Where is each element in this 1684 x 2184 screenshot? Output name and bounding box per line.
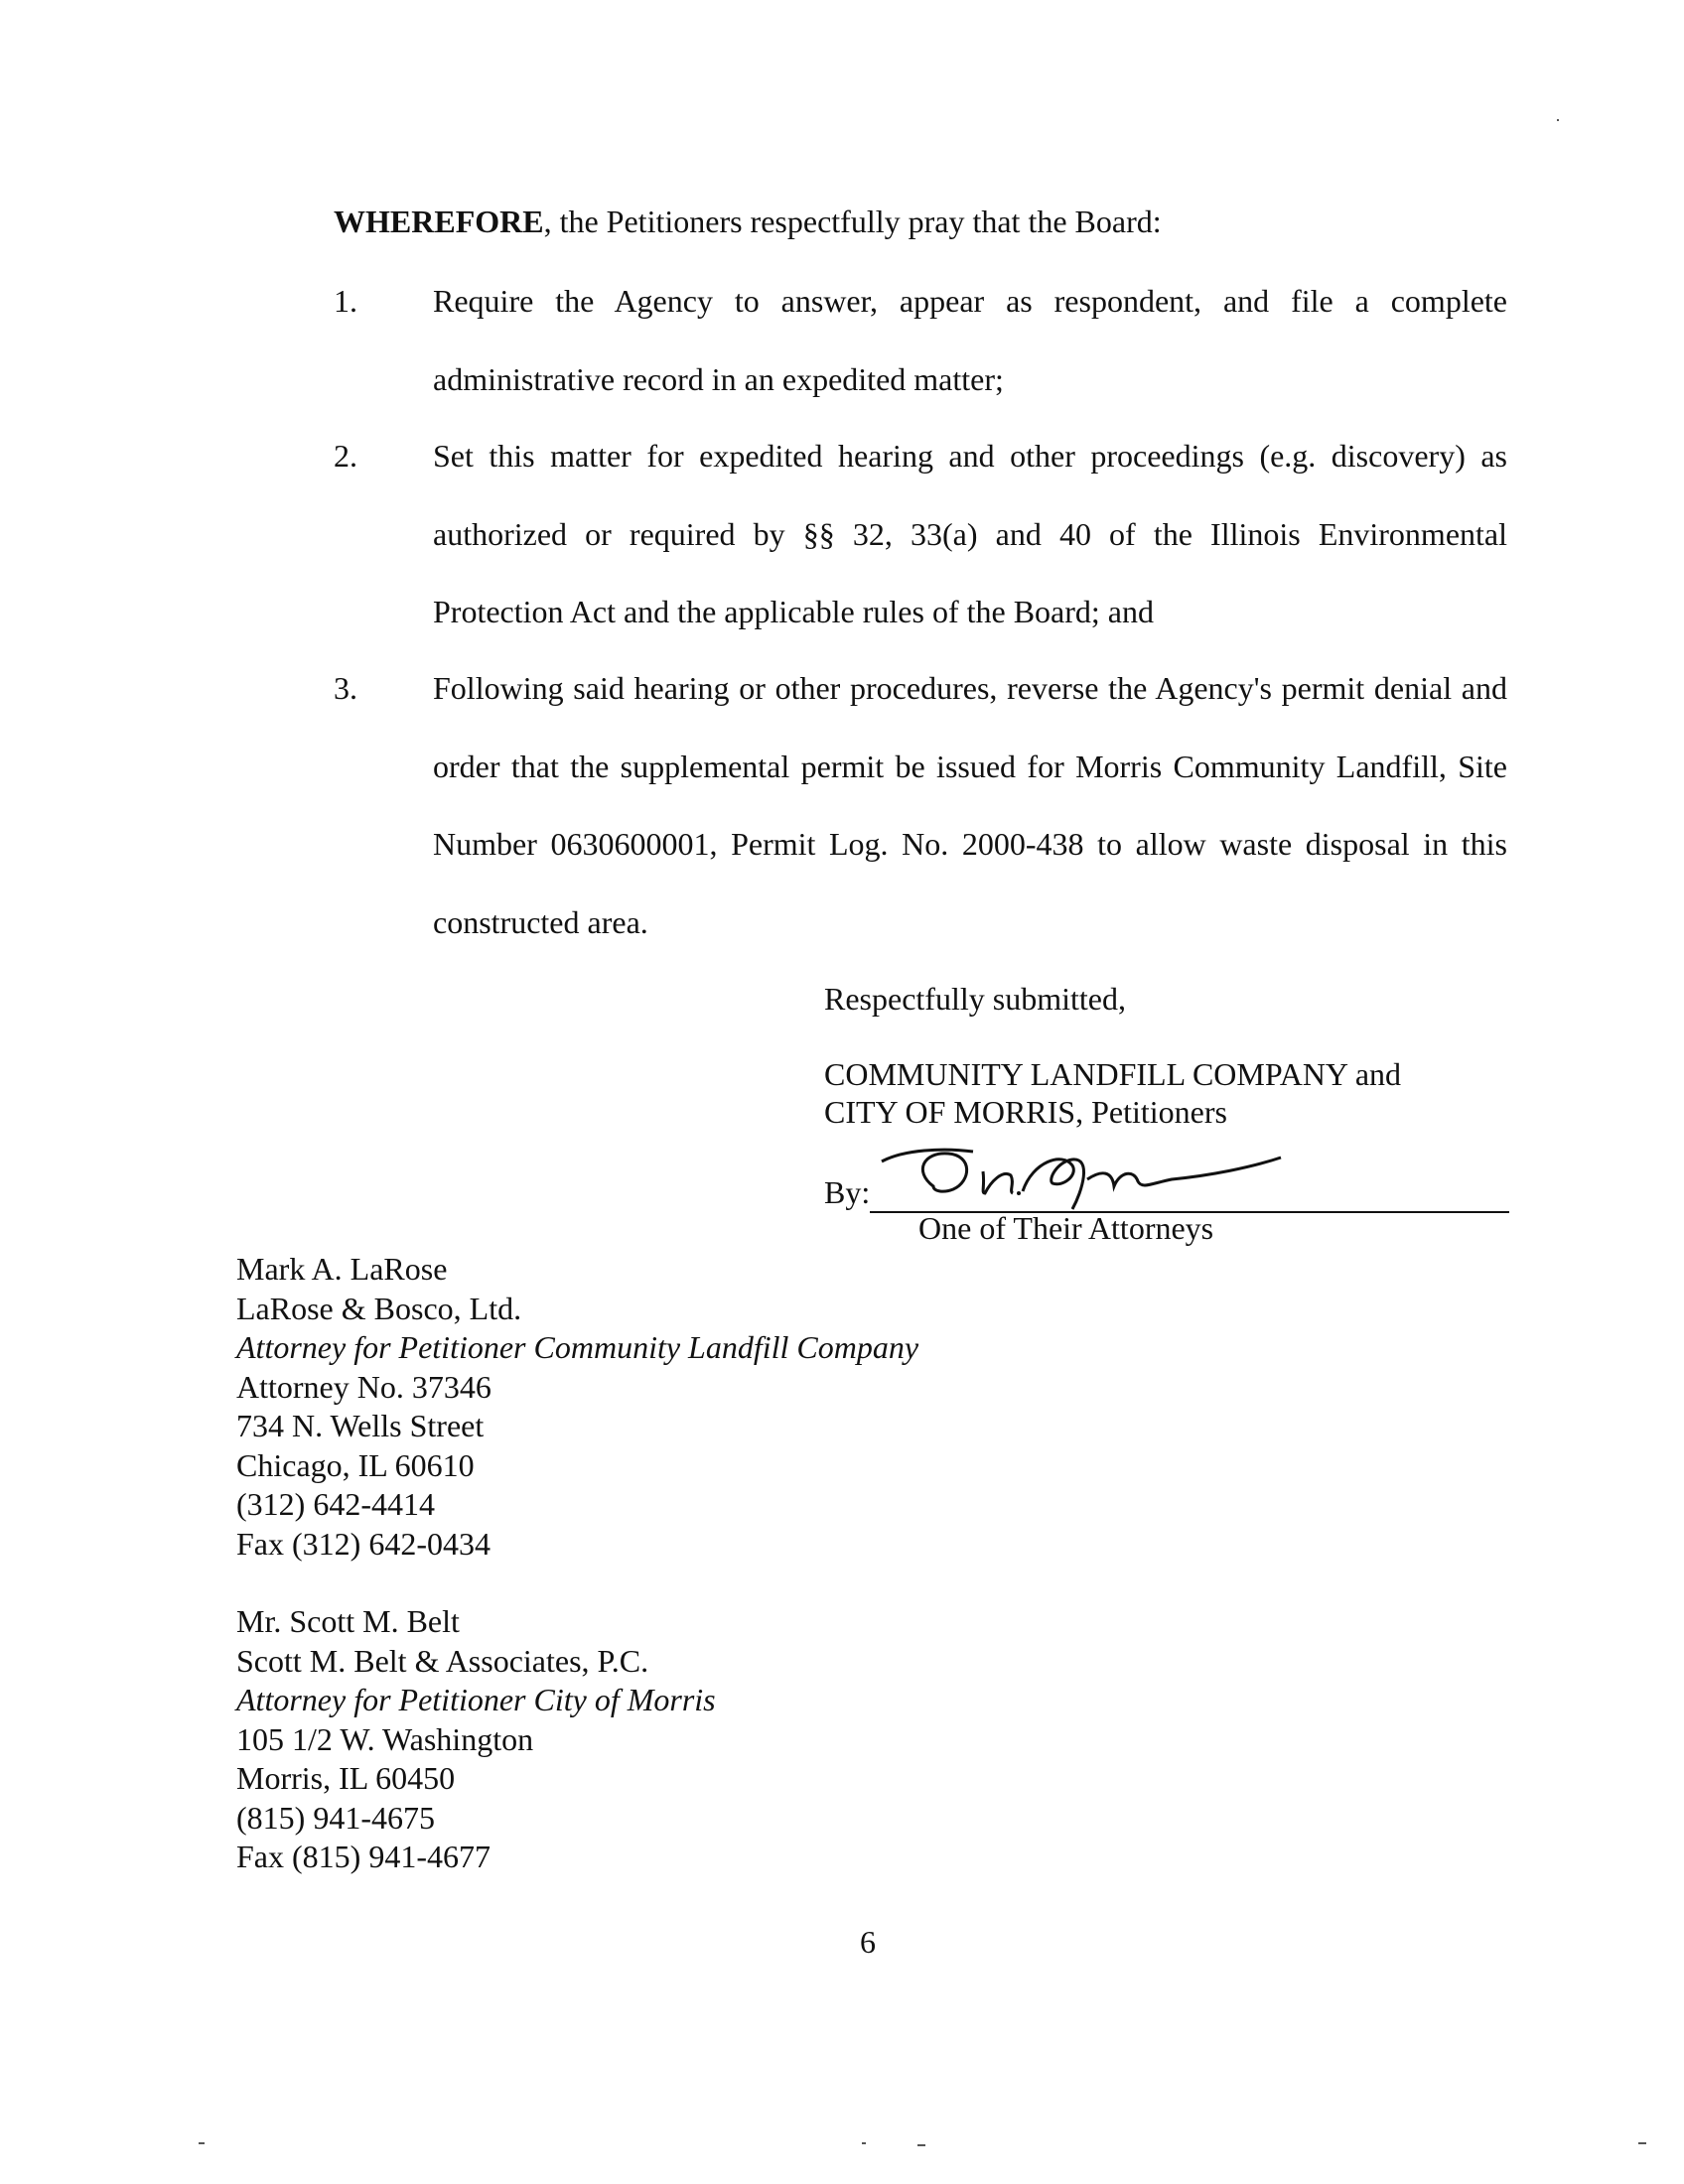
attorney-name: Mark A. LaRose	[236, 1251, 448, 1287]
attorney-firm: Scott M. Belt & Associates, P.C.	[236, 1642, 649, 1679]
wherefore-intro	[334, 203, 1162, 240]
attorney-fax: Fax (312) 642-0434	[236, 1525, 491, 1562]
attorney-role: Attorney for Petitioner City of Morris	[236, 1682, 716, 1717]
wherefore-lead: WHEREFORE	[334, 204, 544, 239]
attorney-street: 734 N. Wells Street	[236, 1408, 485, 1443]
attorney-city: Chicago, IL 60610	[236, 1446, 475, 1483]
attorney-role: Attorney for Petitioner Community Landfill Company	[236, 1329, 919, 1365]
party-line-2: CITY OF MORRIS, Petitioners	[824, 1094, 1227, 1130]
wherefore-text: , the Petitioners respectfully pray that the Board:	[543, 204, 1162, 239]
attorney-number: Attorney No. 37346	[236, 1368, 491, 1405]
prayer-item-text: Set this matter for expedited hearing and other proceedings (e.g. discovery) as authorized or required by §§ 32, 33(a) and 40 of the Illinois Environmental Protection Act and the applicable rules of the Board; and	[433, 438, 1507, 629]
item-number: 3.	[334, 670, 357, 706]
attorney-1-block	[236, 1250, 918, 1564]
attorney-phone: (312) 642-4414	[236, 1486, 435, 1522]
attorney-street: 105 1/2 W. Washington	[236, 1720, 534, 1757]
scan-speck	[917, 2144, 925, 2146]
attorney-fax: Fax (815) 941-4677	[236, 1839, 491, 1874]
attorney-firm: LaRose & Bosco, Ltd.	[236, 1290, 522, 1326]
party-line-1: COMMUNITY LANDFILL COMPANY and	[824, 1056, 1402, 1092]
attorney-2-block	[236, 1602, 716, 1877]
page-number: 6	[860, 1924, 876, 1960]
scan-speck	[1557, 119, 1559, 121]
handwritten-signature	[874, 1132, 1311, 1221]
attorney-city: Morris, IL 60450	[236, 1760, 456, 1796]
closing: Respectfully submitted,	[824, 981, 1126, 1017]
scan-speck	[1638, 2142, 1646, 2144]
signer-caption: One of Their Attorneys	[918, 1210, 1214, 1246]
item-number: 2.	[334, 438, 357, 474]
by-label: By:	[824, 1174, 871, 1210]
attorney-name: Mr. Scott M. Belt	[236, 1603, 460, 1639]
prayer-item-text: Following said hearing or other procedures, reverse the Agency's permit denial and order that the supplemental permit be issued for Morris Community Landfill, Site Number 0630600001, Permit Log. No. 2000-438 to allow waste disposal in this constructed area.	[433, 670, 1507, 940]
item-number: 1.	[334, 283, 357, 319]
prayer-item-text: Require the Agency to answer, appear as respondent, and file a complete administrative record in an expedited matter;	[433, 283, 1507, 397]
scan-speck	[862, 2142, 866, 2144]
scan-speck	[199, 2142, 205, 2144]
attorney-phone: (815) 941-4675	[236, 1799, 435, 1836]
